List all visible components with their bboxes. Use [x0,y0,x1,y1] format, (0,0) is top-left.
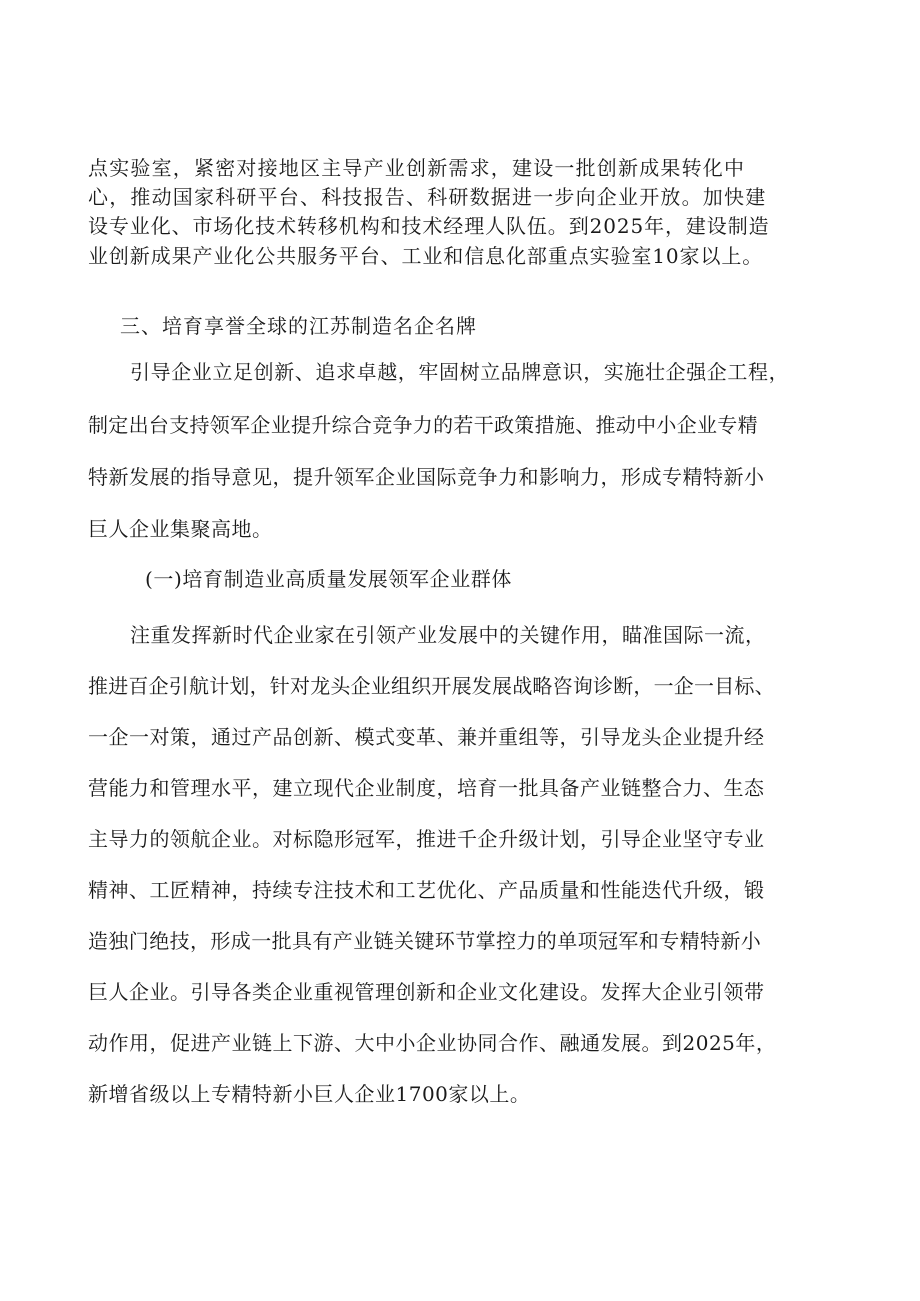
paragraph-line: 巨人企业集聚高地。 [88,517,273,541]
paragraph-line: 推进百企引航计划，针对龙头企业组织开展发展战略咨询诊断，一企一目标、 [88,674,775,698]
paragraph-line: 营能力和管理水平，建立现代企业制度，培育一批具备产业链整合力、生态 [88,776,765,800]
paragraph-line: 动作用，促进产业链上下游、大中小企业协同合作、融通发展。到2025年， [88,1031,777,1055]
continuation-line: 点实验室，紧密对接地区主导产业创新需求，建设一批创新成果转化中 [88,156,746,180]
continuation-line: 心，推动国家科研平台、科技报告、科研数据进一步向企业开放。加快建 [88,185,767,209]
paragraph-line: 新增省级以上专精特新小巨人企业1700家以上。 [88,1082,531,1106]
paragraph-line: 巨人企业。引导各类企业重视管理创新和企业文化建设。发挥大企业引领带 [88,980,765,1004]
section-heading: 三、培育享誉全球的江苏制造名企名牌 [120,314,477,338]
paragraph-line: 引导企业立足创新、追求卓越，牢固树立品牌意识，实施壮企强企工程， [130,360,790,384]
paragraph-line: 造独门绝技，形成一批具有产业链关键环节掌控力的单项冠军和专精特新小 [88,929,762,953]
paragraph-line: 主导力的领航企业。对标隐形冠军，推进千企升级计划，引导企业坚守专业 [88,827,765,851]
paragraph-line: 制定出台支持领军企业提升综合竞争力的若干政策措施、推动中小企业专精 [88,413,758,437]
paragraph-line: 一企一对策，通过产品创新、模式变革、兼并重组等，引导龙头企业提升经 [88,725,765,749]
paragraph-line: 注重发挥新时代企业家在引领产业发展中的关键作用，瞄准国际一流， [130,623,766,647]
paragraph-line: 特新发展的指导意见，提升领军企业国际竞争力和影响力，形成专精特新小 [88,465,765,489]
paragraph-line: 精神、工匠精神，持续专注技术和工艺优化、产品质量和性能迭代升级，锻 [88,878,765,902]
subsection-heading: (一)培育制造业高质量发展领军企业群体 [145,567,513,591]
continuation-line: 业创新成果产业化公共服务平台、工业和信息化部重点实验室10家以上。 [88,244,764,268]
continuation-line: 设专业化、市场化技术转移机构和技术经理人队伍。到2025年，建设制造 [88,214,770,238]
